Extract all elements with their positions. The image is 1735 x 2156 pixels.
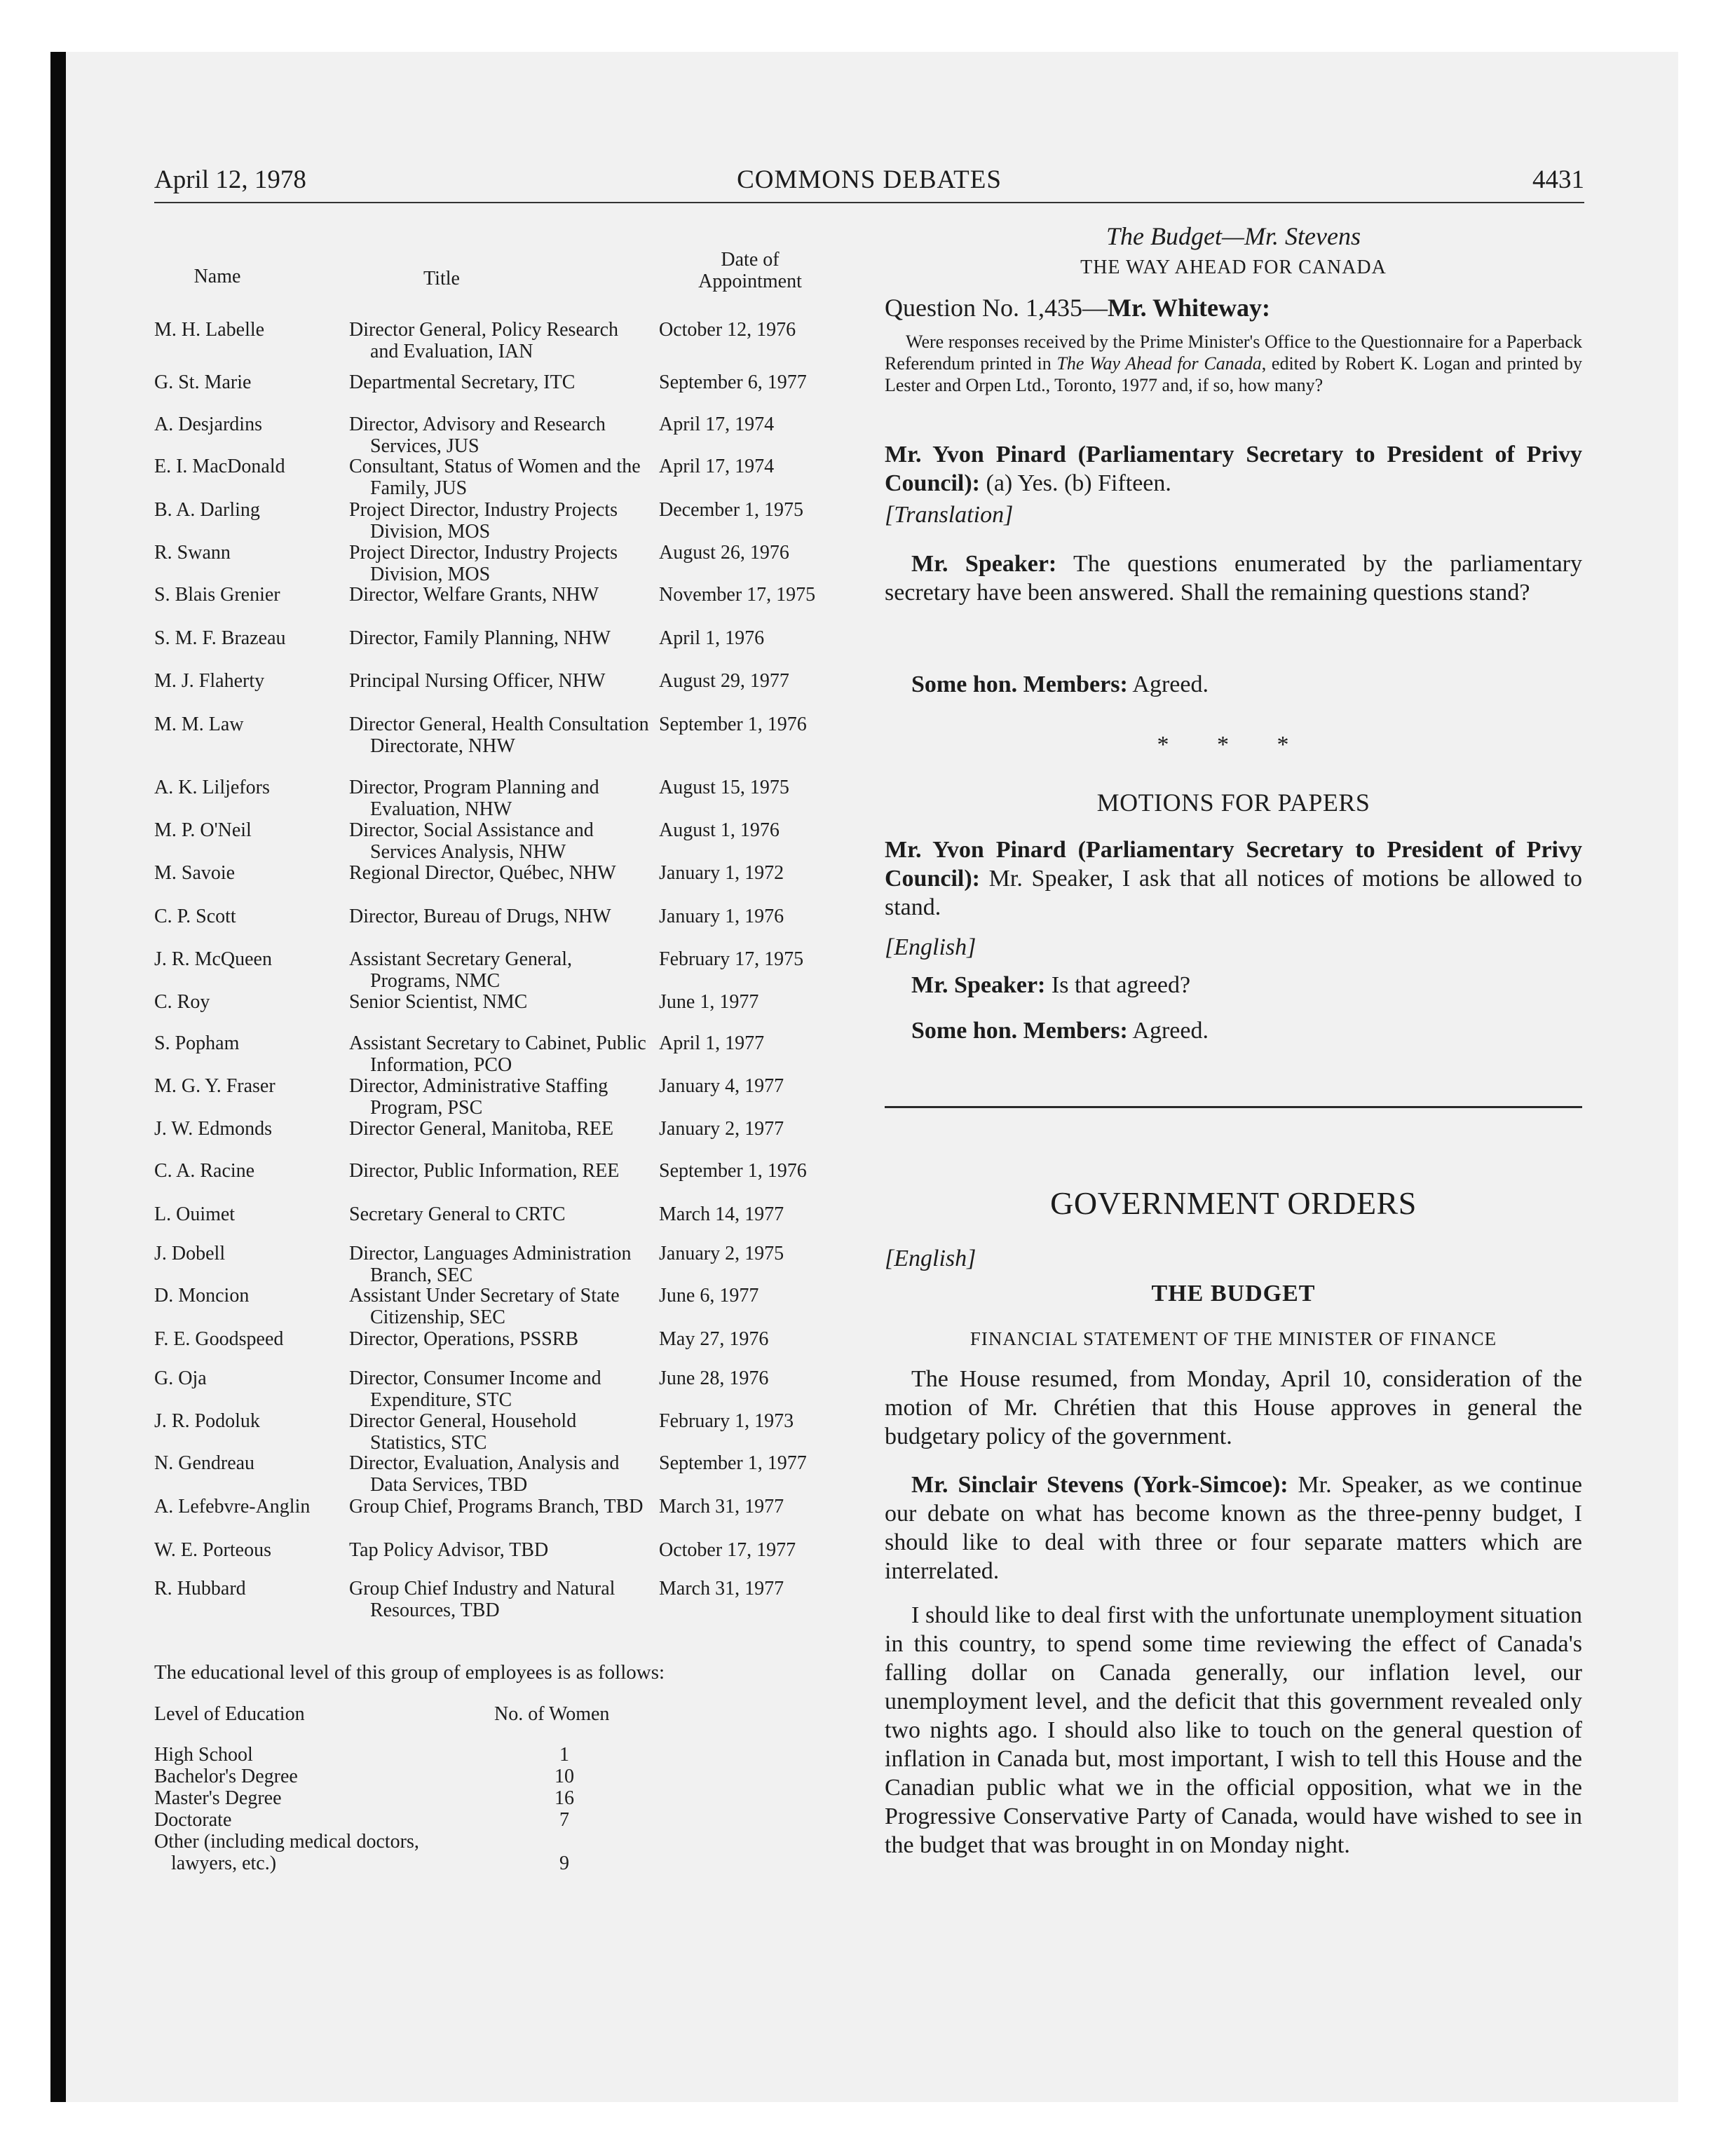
appointee-name: C. P. Scott <box>154 906 236 927</box>
appointee-title: Director, Program Planning and Evaluation, NHW <box>349 777 599 820</box>
education-level: Master's Degree <box>154 1787 282 1809</box>
motions-heading: MOTIONS FOR PAPERS <box>1096 789 1370 817</box>
appointee-name: L. Ouimet <box>154 1203 236 1225</box>
running-subtitle: THE WAY AHEAD FOR CANADA <box>1080 257 1387 278</box>
column-header-date-line1: Date of <box>721 249 780 271</box>
appointee-name: N. Gendreau <box>154 1452 255 1474</box>
question-text-part1: Were responses received by the Prime Minister's Office to the Questionnaire for a Paperback Referendum printed in <box>885 332 1582 374</box>
appointee-title: Director, Operations, PSSRB <box>349 1328 579 1350</box>
column-header-level: Level of Education <box>154 1703 305 1725</box>
members-label: Some hon. Members: <box>911 671 1128 697</box>
appointment-date: January 1, 1972 <box>659 862 784 884</box>
appointee-name: C. Roy <box>154 991 210 1013</box>
appointee-name: S. Popham <box>154 1032 240 1054</box>
speaker-stevens: Mr. Sinclair Stevens (York-Simcoe): <box>911 1472 1288 1498</box>
appointee-name: A. Lefebvre-Anglin <box>154 1496 311 1517</box>
appointee-title: Assistant Under Secretary of State Citizenship, SEC <box>349 1285 620 1328</box>
header-date: April 12, 1978 <box>154 165 306 194</box>
appointment-date: August 15, 1975 <box>659 777 789 798</box>
education-count: 9 <box>559 1853 569 1874</box>
education-level: Bachelor's Degree <box>154 1766 298 1787</box>
appointment-date: September 1, 1976 <box>659 714 807 735</box>
members-reply-text: Agreed. <box>1127 671 1209 697</box>
appointment-date: March 31, 1977 <box>659 1578 784 1599</box>
education-count: 10 <box>554 1766 574 1787</box>
education-count: 1 <box>559 1744 569 1766</box>
pinard-motion-text: Mr. Speaker, I ask that all notices of motions be allowed to stand. <box>885 866 1582 920</box>
column-header-date-line2: Appointment <box>698 271 802 292</box>
appointment-date: April 1, 1977 <box>659 1032 765 1054</box>
speaker-statement-text-2: Is that agreed? <box>1045 972 1191 998</box>
appointee-name: M. H. Labelle <box>154 319 265 341</box>
appointment-date: April 17, 1974 <box>659 456 775 477</box>
appointee-name: S. M. F. Brazeau <box>154 627 286 649</box>
stevens-text: Mr. Speaker, as we continue our debate on what has become known as the three-penny budget, I should like to deal with three or four separate matters which are interrelated. <box>885 1472 1582 1584</box>
appointee-title: Regional Director, Québec, NHW <box>349 862 616 884</box>
tag-english-1: [English] <box>885 934 977 960</box>
appointment-date: October 17, 1977 <box>659 1539 796 1561</box>
education-level: Other (including medical doctors, lawyers, etc.) <box>154 1831 419 1874</box>
budget-heading: THE BUDGET <box>1151 1281 1316 1306</box>
stevens-paragraph-1 <box>885 1471 1582 1585</box>
column-header-name: Name <box>193 266 241 287</box>
question-heading <box>885 293 1582 322</box>
appointee-title: Director, Advisory and Research Services, JUS <box>349 414 606 457</box>
question-book-title: The Way Ahead for Canada <box>1056 353 1262 374</box>
appointee-name: M. M. Law <box>154 714 244 735</box>
appointment-date: August 1, 1976 <box>659 819 780 841</box>
appointment-date: December 1, 1975 <box>659 499 804 521</box>
appointee-title: Assistant Secretary General, Programs, NMC <box>349 948 572 992</box>
appointee-name: J. R. Podoluk <box>154 1410 260 1432</box>
appointee-title: Principal Nursing Officer, NHW <box>349 670 606 692</box>
appointee-title: Director, Bureau of Drugs, NHW <box>349 906 611 927</box>
column-header-count: No. of Women <box>494 1703 610 1725</box>
appointment-date: March 14, 1977 <box>659 1203 784 1225</box>
question-number: Question No. 1,435— <box>885 294 1108 322</box>
appointee-title: Director, Languages Administration Branch, SEC <box>349 1243 632 1286</box>
section-rule <box>885 1106 1582 1108</box>
appointment-date: August 29, 1977 <box>659 670 789 692</box>
house-resumed-paragraph: The House resumed, from Monday, April 10, consideration of the motion of Mr. Chrétien that this House approves in general the budgetary policy of the government. <box>885 1366 1582 1449</box>
appointment-date: April 17, 1974 <box>659 414 775 435</box>
header-publication: COMMONS DEBATES <box>737 165 1002 194</box>
appointment-date: September 1, 1976 <box>659 1160 807 1182</box>
appointee-name: G. St. Marie <box>154 371 252 393</box>
appointee-title: Secretary General to CRTC <box>349 1203 566 1225</box>
appointee-title: Project Director, Industry Projects Division, MOS <box>349 499 618 543</box>
running-title: The Budget—Mr. Stevens <box>1106 222 1361 250</box>
tag-translation: [Translation] <box>885 502 1014 528</box>
appointment-date: June 6, 1977 <box>659 1285 759 1306</box>
appointee-title: Director, Family Planning, NHW <box>349 627 611 649</box>
speaker-label-2: Mr. Speaker: <box>911 972 1046 998</box>
members-label-2: Some hon. Members: <box>911 1018 1128 1044</box>
appointment-date: February 1, 1973 <box>659 1410 794 1432</box>
appointee-title: Departmental Secretary, ITC <box>349 371 576 393</box>
appointee-name: M. G. Y. Fraser <box>154 1075 275 1097</box>
pinard-answer <box>885 440 1582 498</box>
question-text-part2: , edited by Robert K. Logan and printed by Lester and Orpen Ltd., Toronto, 1977 and, if so, how many? <box>885 353 1582 395</box>
appointment-date: May 27, 1976 <box>659 1328 769 1350</box>
appointee-name: F. E. Goodspeed <box>154 1328 284 1350</box>
appointee-title: Director, Consumer Income and Expenditure, STC <box>349 1367 601 1411</box>
appointee-title: Director General, Health Consultation Directorate, NHW <box>349 714 649 757</box>
education-level: High School <box>154 1744 253 1766</box>
appointee-name: S. Blais Grenier <box>154 584 280 606</box>
tag-english-2: [English] <box>885 1246 977 1271</box>
appointee-name: C. A. Racine <box>154 1160 255 1182</box>
question-member: Mr. Whiteway: <box>1108 294 1270 322</box>
appointment-date: February 17, 1975 <box>659 948 804 970</box>
appointee-name: G. Oja <box>154 1367 207 1389</box>
appointment-date: September 6, 1977 <box>659 371 807 393</box>
appointee-title: Assistant Secretary to Cabinet, Public Information, PCO <box>349 1032 646 1076</box>
page-number: 4431 <box>1532 165 1584 194</box>
appointee-title: Director General, Manitoba, REE <box>349 1118 614 1140</box>
appointee-title: Director, Public Information, REE <box>349 1160 620 1182</box>
appointee-name: R. Hubbard <box>154 1578 246 1599</box>
appointee-title: Director, Social Assistance and Services Analysis, NHW <box>349 819 594 863</box>
appointee-name: M. Savoie <box>154 862 236 884</box>
appointment-date: October 12, 1976 <box>659 319 796 341</box>
appointment-date: April 1, 1976 <box>659 627 765 649</box>
appointee-title: Director General, Policy Research and Evaluation, IAN <box>349 319 619 362</box>
speaker-label: Mr. Speaker: <box>911 551 1057 577</box>
appointee-title: Director, Evaluation, Analysis and Data Services, TBD <box>349 1452 620 1496</box>
appointment-date: January 1, 1976 <box>659 906 784 927</box>
government-orders-heading: GOVERNMENT ORDERS <box>1050 1185 1417 1221</box>
appointee-title: Group Chief Industry and Natural Resources, TBD <box>349 1578 615 1621</box>
stevens-paragraph-2: I should like to deal first with the unfortunate unemployment situation in this country, to spend some time reviewing the effect of Canada's falling dollar on Canada generally, our inflation level, our unemployment level, and the deficit that this government revealed only two nights ago. I should also like to touch on the general question of inflation in Canada but, most important, I wish to tell this House and the Canadian public what we in the official opposition, what we in the Progressive Conservative Party of Canada, would have wished to see in the budget that was brought in on Monday night. <box>885 1602 1582 1858</box>
appointee-name: M. P. O'Neil <box>154 819 252 841</box>
appointment-date: January 2, 1975 <box>659 1243 784 1264</box>
financial-statement-heading: FINANCIAL STATEMENT OF THE MINISTER OF FINANCE <box>969 1328 1497 1349</box>
education-level: Doctorate <box>154 1809 232 1831</box>
scan-binding-edge <box>50 52 66 2102</box>
appointee-name: R. Swann <box>154 542 231 564</box>
appointee-title: Senior Scientist, NMC <box>349 991 528 1013</box>
education-intro: The educational level of this group of employees is as follows: <box>154 1661 665 1684</box>
appointment-date: January 4, 1977 <box>659 1075 784 1097</box>
appointee-title: Group Chief, Programs Branch, TBD <box>349 1496 644 1517</box>
appointee-name: W. E. Porteous <box>154 1539 271 1561</box>
question-text <box>885 331 1582 396</box>
speaker-statement-1 <box>885 550 1582 607</box>
appointee-name: E. I. MacDonald <box>154 456 285 477</box>
members-reply-1 <box>885 670 1582 699</box>
speaker-statement-text: The questions enumerated by the parliamentary secretary have been answered. Shall the remaining questions stand? <box>885 551 1582 606</box>
appointment-date: August 26, 1976 <box>659 542 789 564</box>
appointee-title: Consultant, Status of Women and the Family, JUS <box>349 456 641 499</box>
appointment-date: June 28, 1976 <box>659 1367 769 1389</box>
appointee-name: A. K. Liljefors <box>154 777 270 798</box>
appointee-title: Director, Administrative Staffing Program, PSC <box>349 1075 608 1119</box>
education-count: 7 <box>559 1809 569 1831</box>
column-header-title: Title <box>423 268 460 289</box>
appointment-date: June 1, 1977 <box>659 991 759 1013</box>
appointee-name: A. Desjardins <box>154 414 262 435</box>
appointee-name: D. Moncion <box>154 1285 250 1306</box>
appointee-title: Project Director, Industry Projects Division, MOS <box>349 542 618 585</box>
appointee-title: Director General, Household Statistics, STC <box>349 1410 577 1454</box>
pinard-motion <box>885 835 1582 922</box>
appointee-name: J. R. McQueen <box>154 948 272 970</box>
section-separator-stars: * * * <box>1157 732 1310 758</box>
members-reply-text-2: Agreed. <box>1127 1018 1209 1044</box>
speaker-pinard: Mr. Yvon Pinard (Parliamentary Secretary to President of Privy Council): <box>885 442 1582 496</box>
appointment-date: January 2, 1977 <box>659 1118 784 1140</box>
pinard-answer-text: (a) Yes. (b) Fifteen. <box>980 470 1171 496</box>
appointee-name: J. Dobell <box>154 1243 226 1264</box>
appointee-name: M. J. Flaherty <box>154 670 265 692</box>
appointee-title: Tap Policy Advisor, TBD <box>349 1539 549 1561</box>
speaker-pinard-2: Mr. Yvon Pinard (Parliamentary Secretary to President of Privy Council): <box>885 837 1582 892</box>
appointment-date: September 1, 1977 <box>659 1452 807 1474</box>
education-count: 16 <box>554 1787 574 1809</box>
header-rule <box>154 202 1584 203</box>
appointee-name: B. A. Darling <box>154 499 260 521</box>
page-header <box>154 165 1584 204</box>
column-header-date <box>659 249 841 292</box>
appointee-title: Director, Welfare Grants, NHW <box>349 584 599 606</box>
members-reply-2 <box>885 1016 1582 1045</box>
appointment-date: March 31, 1977 <box>659 1496 784 1517</box>
appointee-name: J. W. Edmonds <box>154 1118 273 1140</box>
appointment-date: November 17, 1975 <box>659 584 816 606</box>
speaker-statement-2 <box>885 971 1582 999</box>
